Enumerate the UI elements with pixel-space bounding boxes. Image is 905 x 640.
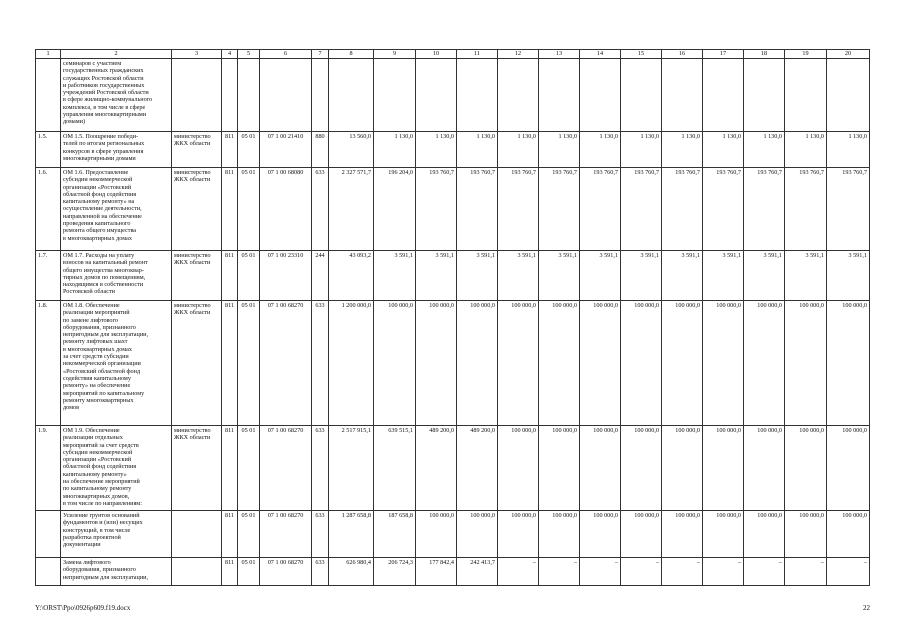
table-cell <box>172 511 222 558</box>
table-cell: 05 01 <box>238 426 260 511</box>
table-cell: 100 000,0 <box>498 301 539 426</box>
table-cell: 880 <box>312 132 329 168</box>
table-cell: – <box>498 558 539 586</box>
table-row <box>36 426 870 511</box>
table-cell: министерство ЖКХ области <box>172 168 222 251</box>
table-cell: 100 000,0 <box>827 511 870 558</box>
table-cell <box>329 59 374 132</box>
table-cell: ОМ 1.7. Расходы на уплату взносов на капитальный ремонт общего имущества многоквар- тирных домов по помещениям, находящимся в собственности Ростовской области <box>61 251 172 301</box>
table-cell <box>703 59 744 132</box>
table-cell: 100 000,0 <box>744 511 785 558</box>
column-number: 5 <box>238 50 260 59</box>
table-cell: 244 <box>312 251 329 301</box>
table-cell: 177 842,4 <box>416 558 457 586</box>
table-cell: 626 980,4 <box>329 558 374 586</box>
table-cell: 100 000,0 <box>744 426 785 511</box>
table-cell: 100 000,0 <box>539 426 580 511</box>
table-cell: 633 <box>312 301 329 426</box>
table-cell: 193 760,7 <box>744 168 785 251</box>
table-row <box>36 558 870 586</box>
table-cell: 3 591,1 <box>580 251 621 301</box>
table-cell <box>662 59 703 132</box>
table-cell: 100 000,0 <box>662 426 703 511</box>
table-cell <box>36 511 61 558</box>
column-number-row <box>36 50 870 59</box>
page-number: 22 <box>863 604 870 612</box>
table-cell: 3 591,1 <box>539 251 580 301</box>
table-cell: Усиление грунтов оснований фундаментов и (или) несущих конструкций, в том числе разработка проектной документации <box>61 511 172 558</box>
column-number: 17 <box>703 50 744 59</box>
table-cell: министерство ЖКХ области <box>172 426 222 511</box>
table-cell: 100 000,0 <box>539 301 580 426</box>
table-cell <box>744 59 785 132</box>
table-cell: 193 760,7 <box>662 168 703 251</box>
table-cell: 1 130,0 <box>827 132 870 168</box>
table-cell: 100 000,0 <box>785 426 827 511</box>
table-cell: 100 000,0 <box>703 426 744 511</box>
table-cell: ОМ 1.5. Поощрение победи- телей по итогам региональных конкурсов в сфере управления многоквартирными домами <box>61 132 172 168</box>
table-row <box>36 251 870 301</box>
table-cell: 100 000,0 <box>827 301 870 426</box>
table-cell <box>260 59 312 132</box>
table-cell: 811 <box>222 558 238 586</box>
table-cell: 07 1 00 68270 <box>260 301 312 426</box>
column-number: 18 <box>744 50 785 59</box>
table-cell: 05 01 <box>238 251 260 301</box>
table-cell: 193 760,7 <box>621 168 662 251</box>
table-cell: 3 591,1 <box>498 251 539 301</box>
table-cell: 1.6. <box>36 168 61 251</box>
column-number: 10 <box>416 50 457 59</box>
table-cell: 07 1 00 68270 <box>260 426 312 511</box>
table-cell <box>827 59 870 132</box>
table-cell: 811 <box>222 511 238 558</box>
table-cell: 3 591,1 <box>703 251 744 301</box>
table-cell <box>785 59 827 132</box>
table-cell: 1 130,0 <box>416 132 457 168</box>
table-cell: министерство ЖКХ области <box>172 251 222 301</box>
table-cell: 100 000,0 <box>457 511 498 558</box>
column-number: 14 <box>580 50 621 59</box>
table-cell: 1 130,0 <box>374 132 416 168</box>
table-cell: Замена лифтового оборудования, признанного непригодным для эксплуатации, <box>61 558 172 586</box>
table-cell: 1.9. <box>36 426 61 511</box>
column-number: 6 <box>260 50 312 59</box>
table-cell: 100 000,0 <box>580 511 621 558</box>
table-cell: 639 515,1 <box>374 426 416 511</box>
table-cell: 100 000,0 <box>827 426 870 511</box>
table-cell <box>621 59 662 132</box>
table-cell: 1 200 000,0 <box>329 301 374 426</box>
column-number: 12 <box>498 50 539 59</box>
table-cell: 1 130,0 <box>785 132 827 168</box>
table-cell: 05 01 <box>238 511 260 558</box>
table-cell: 3 591,1 <box>744 251 785 301</box>
table-cell: 193 760,7 <box>827 168 870 251</box>
table-cell: 07 1 00 68270 <box>260 511 312 558</box>
table-cell: 1 130,0 <box>744 132 785 168</box>
table-cell: 2 517 915,1 <box>329 426 374 511</box>
column-number: 2 <box>61 50 172 59</box>
table-cell: 1.5. <box>36 132 61 168</box>
table-cell: 811 <box>222 251 238 301</box>
column-number: 11 <box>457 50 498 59</box>
table-cell <box>539 59 580 132</box>
table-cell: 100 000,0 <box>703 511 744 558</box>
table-cell: 489 200,0 <box>457 426 498 511</box>
table-cell: 1 130,0 <box>580 132 621 168</box>
table-cell: 193 760,7 <box>785 168 827 251</box>
table-cell: 633 <box>312 168 329 251</box>
table-cell: 811 <box>222 132 238 168</box>
table-cell: 1 130,0 <box>457 132 498 168</box>
column-number: 19 <box>785 50 827 59</box>
table-cell: 811 <box>222 301 238 426</box>
table-cell: 1.8. <box>36 301 61 426</box>
table-cell: 633 <box>312 426 329 511</box>
table-cell: – <box>785 558 827 586</box>
table-cell: 489 200,0 <box>416 426 457 511</box>
table-cell: 193 760,7 <box>498 168 539 251</box>
table-cell: 100 000,0 <box>416 511 457 558</box>
table-cell: 100 000,0 <box>662 511 703 558</box>
table-cell <box>36 59 61 132</box>
table-cell: 193 760,7 <box>703 168 744 251</box>
footer-file-path: Y:\ORST\Ppo\0926p609.f19.docx <box>35 604 131 612</box>
table-cell: 3 591,1 <box>785 251 827 301</box>
table-cell: – <box>703 558 744 586</box>
column-number: 20 <box>827 50 870 59</box>
table-cell: – <box>827 558 870 586</box>
column-number: 1 <box>36 50 61 59</box>
table-cell: 43 093,2 <box>329 251 374 301</box>
table-cell <box>312 59 329 132</box>
column-number: 15 <box>621 50 662 59</box>
table-cell <box>416 59 457 132</box>
table-row <box>36 511 870 558</box>
table-cell: 07 1 00 23310 <box>260 251 312 301</box>
table-cell: 1.7. <box>36 251 61 301</box>
table-cell: 100 000,0 <box>785 511 827 558</box>
column-number: 4 <box>222 50 238 59</box>
table-cell: 3 591,1 <box>457 251 498 301</box>
table-cell: ОМ 1.8. Обеспечение реализации мероприятий по замене лифтового оборудования, признанного непригодным для эксплуатации, ремонту лифтовых шахт в многоквартирных домах за счет средств субсидии некоммерческой организации «Ростовский областной фонд содействия капитальному ремонту» на обеспечение мероприятий по капитальному ремонту многоквартирных домов <box>61 301 172 426</box>
table-cell <box>498 59 539 132</box>
table-cell: 100 000,0 <box>662 301 703 426</box>
table-cell: 100 000,0 <box>457 301 498 426</box>
table-cell: 05 01 <box>238 558 260 586</box>
table-cell: – <box>662 558 703 586</box>
column-number: 9 <box>374 50 416 59</box>
table-cell: семинаров с участием государственных гражданских служащих Ростовской области и работников государственных учреждений Ростовской области в сфере жилищно-коммунального комплекса, в том числе в сфере управления многоквартирными домами) <box>61 59 172 132</box>
table-cell <box>172 59 222 132</box>
table-cell: ОМ 1.9. Обеспечение реализации отдельных мероприятий за счет средств субсидии некоммерческой организации «Ростовский областной фонд содействия капитальному ремонту» на обеспечение мероприятий по капитальному ремонту многоквартирных домов, в том числе по направлениям: <box>61 426 172 511</box>
table-cell: 3 591,1 <box>662 251 703 301</box>
table-cell: 100 000,0 <box>621 301 662 426</box>
table-cell: 811 <box>222 168 238 251</box>
table-cell: 100 000,0 <box>498 511 539 558</box>
table-cell: 1 287 658,8 <box>329 511 374 558</box>
table-cell: ОМ 1.6. Предоставление субсидии некоммерческой организации «Ростовский областной фонд содействия капитальному ремонту» на осуществление деятельности, направленной на обеспечение проведения капитального ремонта общего имущества в многоквартирных домах <box>61 168 172 251</box>
table-cell: 100 000,0 <box>744 301 785 426</box>
table-cell: 206 724,3 <box>374 558 416 586</box>
table-cell: 07 1 00 21410 <box>260 132 312 168</box>
table-cell: 3 591,1 <box>621 251 662 301</box>
table-cell: 100 000,0 <box>580 426 621 511</box>
column-number: 3 <box>172 50 222 59</box>
table-cell <box>36 558 61 586</box>
table-cell <box>374 59 416 132</box>
table-cell: 242 413,7 <box>457 558 498 586</box>
table-cell: 633 <box>312 511 329 558</box>
table-cell: 3 591,1 <box>374 251 416 301</box>
table-cell: 2 327 571,7 <box>329 168 374 251</box>
table-cell <box>580 59 621 132</box>
table-row <box>36 132 870 168</box>
table-cell <box>457 59 498 132</box>
table-cell: 193 760,7 <box>457 168 498 251</box>
table-row <box>36 59 870 132</box>
budget-table <box>35 49 870 586</box>
table-cell: 100 000,0 <box>621 426 662 511</box>
table-cell: – <box>580 558 621 586</box>
table-cell: министерство ЖКХ области <box>172 132 222 168</box>
table-cell: 100 000,0 <box>703 301 744 426</box>
table-cell: – <box>744 558 785 586</box>
table-cell: 05 01 <box>238 301 260 426</box>
table-cell: 100 000,0 <box>416 301 457 426</box>
table-cell: 100 000,0 <box>785 301 827 426</box>
table-cell: 100 000,0 <box>539 511 580 558</box>
table-cell: 196 204,0 <box>374 168 416 251</box>
table-cell: 100 000,0 <box>374 301 416 426</box>
column-number: 8 <box>329 50 374 59</box>
table-cell: 1 130,0 <box>621 132 662 168</box>
table-cell <box>222 59 238 132</box>
column-number: 16 <box>662 50 703 59</box>
table-cell: – <box>539 558 580 586</box>
table-cell: 1 130,0 <box>539 132 580 168</box>
table-cell: 100 000,0 <box>580 301 621 426</box>
table-cell: 13 560,0 <box>329 132 374 168</box>
table-cell: 07 1 00 68080 <box>260 168 312 251</box>
table-cell <box>172 558 222 586</box>
table-cell: 05 01 <box>238 132 260 168</box>
table-cell: 193 760,7 <box>416 168 457 251</box>
table-cell: министерство ЖКХ области <box>172 301 222 426</box>
table-cell: 1 130,0 <box>703 132 744 168</box>
table-cell: 1 130,0 <box>662 132 703 168</box>
table-cell: 3 591,1 <box>827 251 870 301</box>
table-cell: 100 000,0 <box>498 426 539 511</box>
table-row <box>36 168 870 251</box>
table-row <box>36 301 870 426</box>
table-cell: 633 <box>312 558 329 586</box>
table-cell: 05 01 <box>238 168 260 251</box>
table-cell: 193 760,7 <box>580 168 621 251</box>
table-cell: – <box>621 558 662 586</box>
table-cell: 811 <box>222 426 238 511</box>
column-number: 7 <box>312 50 329 59</box>
table-cell: 1 130,0 <box>498 132 539 168</box>
table-cell: 187 658,8 <box>374 511 416 558</box>
table-cell: 100 000,0 <box>621 511 662 558</box>
table-cell: 193 760,7 <box>539 168 580 251</box>
table-cell: 3 591,1 <box>416 251 457 301</box>
table-cell: 07 1 00 68270 <box>260 558 312 586</box>
table-cell <box>238 59 260 132</box>
column-number: 13 <box>539 50 580 59</box>
